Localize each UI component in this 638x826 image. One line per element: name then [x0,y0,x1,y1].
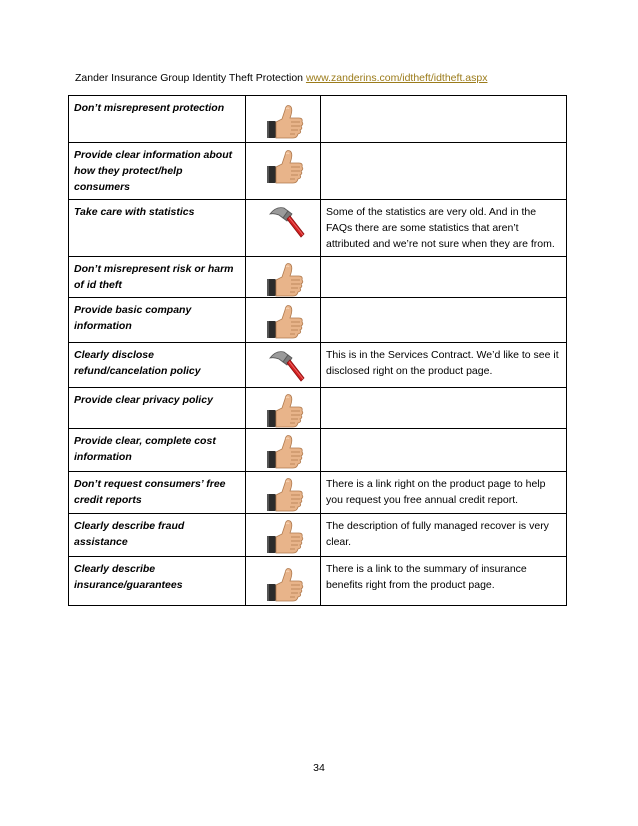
comment-cell: There is a link to the summary of insurance benefits right from the product page. [321,557,567,606]
criterion-cell: Provide basic company information [69,298,246,343]
hammer-icon [266,346,306,386]
rating-cell [246,557,321,606]
criterion-cell: Don’t misrepresent risk or harm of id theft [69,257,246,298]
heading-title: Zander Insurance Group Identity Theft Protection [75,72,304,84]
thumbs-up-icon [266,259,306,299]
criterion-cell: Provide clear information about how they protect/help consumers [69,143,246,200]
table-row [69,429,567,472]
table-row [69,343,567,388]
thumbs-up-icon [266,390,306,430]
criterion-cell: Don’t request consumers’ free credit reports [69,472,246,514]
rating-cell [246,343,321,388]
thumbs-up-icon [266,564,306,604]
rating-cell [246,257,321,298]
criterion-cell: Provide clear, complete cost information [69,429,246,472]
thumbs-up-icon [266,101,306,141]
comment-cell [321,429,567,472]
hammer-icon [266,202,306,242]
table-row [69,96,567,143]
criterion-cell: Take care with statistics [69,200,246,257]
heading-link[interactable]: www.zanderins.com/idtheft/idtheft.aspx [305,72,488,84]
thumbs-up-icon [266,301,306,341]
rating-cell [246,96,321,143]
table-row [69,472,567,514]
rating-cell [246,429,321,472]
page-heading [75,72,487,84]
table-row [69,200,567,257]
rating-cell [246,298,321,343]
table-row [69,388,567,429]
comment-cell: The description of fully managed recover is very clear. [321,514,567,557]
thumbs-up-icon [266,474,306,514]
thumbs-up-icon [266,431,306,471]
table-row [69,557,567,606]
comment-cell [321,298,567,343]
comment-cell: There is a link right on the product page to help you request you free annual credit report. [321,472,567,514]
evaluation-table [68,95,567,606]
criterion-cell: Provide clear privacy policy [69,388,246,429]
table-row [69,143,567,200]
comment-cell [321,96,567,143]
comment-cell [321,143,567,200]
thumbs-up-icon [266,516,306,556]
rating-cell [246,472,321,514]
rating-cell [246,514,321,557]
criterion-cell: Don’t misrepresent protection [69,96,246,143]
comment-cell: This is in the Services Contract. We’d like to see it disclosed right on the product page. [321,343,567,388]
rating-cell [246,200,321,257]
table-row [69,298,567,343]
rating-cell [246,388,321,429]
page-number: 34 [313,762,325,774]
rating-cell [246,143,321,200]
comment-cell [321,257,567,298]
comment-cell: Some of the statistics are very old. And in the FAQs there are some statistics that aren’t attributed and we’re not sure when they are from. [321,200,567,257]
table-row [69,514,567,557]
table-row [69,257,567,298]
criterion-cell: Clearly disclose refund/cancelation policy [69,343,246,388]
thumbs-up-icon [266,146,306,186]
criterion-cell: Clearly describe fraud assistance [69,514,246,557]
criterion-cell: Clearly describe insurance/guarantees [69,557,246,606]
comment-cell [321,388,567,429]
